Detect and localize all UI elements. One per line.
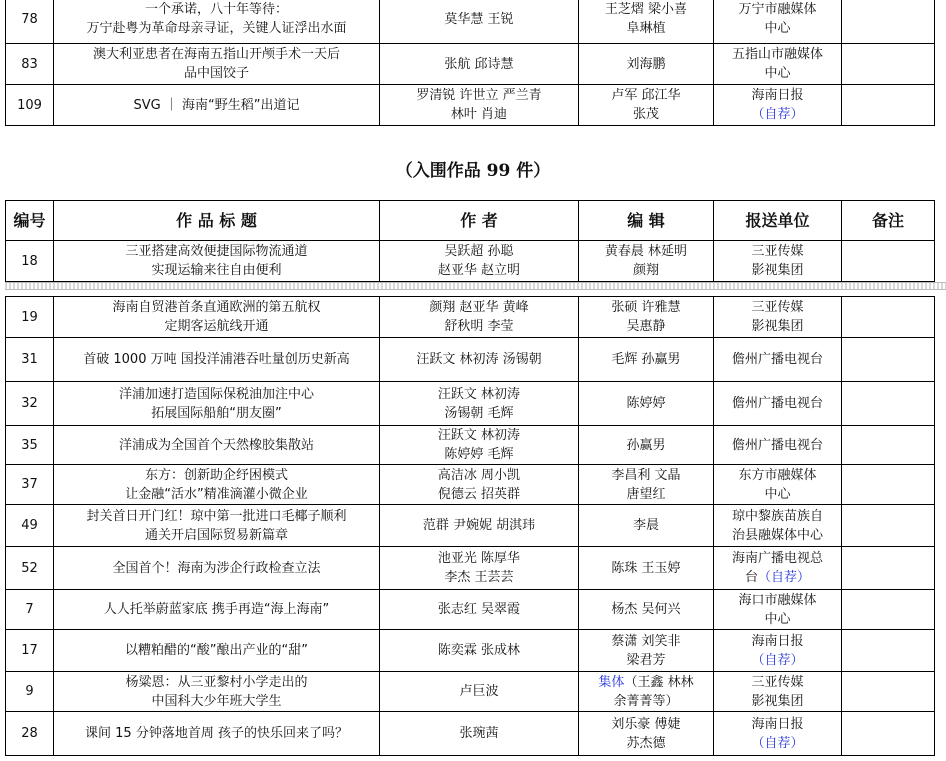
submitting-unit-line: 中心 — [764, 21, 791, 36]
work-editor-line: 黄春晨 林延明 — [604, 244, 688, 259]
work-author-line: 高洁冰 周小凯 — [437, 467, 521, 483]
section-title: （入围作品 99 件） — [395, 161, 551, 181]
work-number-line: 18 — [21, 253, 38, 269]
submitting-unit-line: 儋州广播电视台 — [731, 396, 823, 411]
work-title-line: 中国科大少年班大学生 — [151, 693, 282, 709]
work-title — [54, 505, 380, 547]
work-title — [54, 547, 380, 590]
table-row — [6, 630, 935, 672]
submitting-unit-line: 影视集团 — [751, 319, 804, 334]
table-header-row — [6, 201, 935, 241]
work-editor-line: 杨杰 吴何兴 — [611, 602, 681, 617]
work-author-line: 吴跃超 孙聪 — [444, 244, 514, 259]
submitting-unit — [714, 44, 842, 85]
submitting-unit — [714, 85, 842, 126]
work-author-line: 池亚光 陈厚华 — [437, 551, 521, 566]
work-author — [380, 85, 579, 126]
work-number-line: 35 — [21, 437, 38, 453]
submitting-unit — [714, 547, 842, 590]
work-number-line: 78 — [21, 11, 38, 27]
work-editor-line: 陈珠 王玉婷 — [611, 560, 681, 576]
submitting-unit-line: 琼中黎族苗族自 — [731, 508, 823, 524]
work-author — [380, 712, 579, 756]
work-number-line: 32 — [21, 396, 38, 411]
work-note — [842, 44, 935, 85]
work-editor — [579, 382, 714, 426]
work-editor-line: 蔡潇 刘笑非 — [611, 633, 681, 649]
submitting-unit — [714, 672, 842, 712]
work-number — [6, 426, 54, 465]
table-row — [6, 44, 935, 85]
submitting-unit — [714, 465, 842, 505]
work-note — [842, 465, 935, 505]
work-note — [842, 590, 935, 630]
work-note — [842, 0, 935, 44]
submitting-unit — [714, 297, 842, 338]
work-editor — [579, 426, 714, 465]
header-title: 作 品 标 题 — [54, 201, 380, 241]
work-editor — [579, 547, 714, 590]
submitting-unit-line: 三亚传媒 — [751, 300, 804, 315]
work-title — [54, 297, 380, 338]
work-title — [54, 672, 380, 712]
submitting-unit-line: 中心 — [764, 486, 791, 502]
submitting-unit — [714, 590, 842, 630]
work-number — [6, 505, 54, 547]
header-number: 编号 — [6, 201, 54, 241]
work-number — [6, 590, 54, 630]
work-author-line: 李杰 王芸芸 — [444, 570, 514, 585]
work-number — [6, 44, 54, 85]
work-editor — [579, 338, 714, 382]
submitting-unit-line: 中心 — [764, 66, 791, 81]
work-title-line: 海南自贸港首条直通欧洲的第五航权 — [112, 300, 321, 315]
work-title-line: 拓展国际船舶“朋友圈” — [151, 405, 282, 421]
work-title — [54, 590, 380, 630]
work-title-line: 杨粱恩：从三亚黎村小学走出的 — [125, 674, 308, 690]
submitting-unit-line: 万宁市融媒体 — [738, 2, 817, 17]
table-row — [6, 426, 935, 465]
work-title — [54, 338, 380, 382]
work-number-line: 31 — [21, 352, 38, 367]
work-number — [6, 382, 54, 426]
work-editor-line: 李晨 — [632, 518, 659, 533]
work-number-line: 7 — [25, 602, 34, 617]
work-number-line: 17 — [21, 643, 38, 658]
work-title-line: 课间 15 分钟落地首周 孩子的快乐回来了吗？ — [85, 726, 348, 741]
work-author — [380, 590, 579, 630]
work-editor — [579, 297, 714, 338]
work-note — [842, 241, 935, 282]
work-author — [380, 382, 579, 426]
submitting-unit-line: 三亚传媒 — [751, 244, 804, 259]
work-author-line: 罗清锐 许世立 严兰青 — [416, 88, 542, 103]
work-editor — [579, 712, 714, 756]
work-author-line: 舒秋明 李莹 — [444, 319, 514, 334]
work-note — [842, 630, 935, 672]
work-title-line: 三亚搭建高效便捷国际物流通道 — [125, 244, 308, 259]
submitting-unit-line: 影视集团 — [751, 263, 804, 278]
submitting-unit-line: 儋州广播电视台 — [731, 352, 823, 367]
submitting-unit-line: 海南广播电视总 — [731, 551, 823, 566]
work-title — [54, 85, 380, 126]
work-note — [842, 672, 935, 712]
work-editor — [579, 85, 714, 126]
work-editor-line: 刘海鹏 — [626, 56, 666, 72]
work-editor-line: 王芝熠 梁小喜 — [604, 2, 688, 17]
work-editor — [579, 44, 714, 85]
work-author — [380, 44, 579, 85]
work-author-line: 陈奕霖 张成林 — [437, 643, 521, 658]
work-title-line: 澳大利亚患者在海南五指山开颅手术一天后 — [92, 47, 340, 62]
work-author — [380, 505, 579, 547]
work-author-line: 卢巨波 — [459, 684, 499, 699]
work-title-line: 首破 1000 万吨 国投洋浦港吞吐量创历史新高 — [83, 352, 350, 367]
submitting-unit-line: 影视集团 — [751, 693, 804, 709]
submitting-unit-line: 海南日报 （自荐） — [751, 633, 804, 668]
work-author — [380, 338, 579, 382]
work-author-line: 张琬茜 — [459, 726, 499, 741]
header-unit: 报送单位 — [714, 201, 842, 241]
collective-tag: 集体 — [598, 674, 625, 690]
work-editor-line: 毛辉 孙赢男 — [611, 352, 681, 367]
work-editor — [579, 241, 714, 282]
work-number — [6, 241, 54, 282]
work-number — [6, 547, 54, 590]
header-author: 作 者 — [380, 201, 579, 241]
work-title-line: 东方：创新助企纾困模式 — [144, 467, 288, 483]
work-title — [54, 44, 380, 85]
work-author — [380, 465, 579, 505]
work-title-line: 洋浦加速打造国际保税油加注中心 — [118, 386, 314, 402]
work-number-line: 28 — [21, 726, 38, 741]
submitting-unit-line: 儋州广播电视台 — [731, 437, 823, 453]
work-number-line: 19 — [21, 309, 38, 325]
table-row — [6, 85, 935, 126]
work-note — [842, 382, 935, 426]
work-title-line: 通关开启国际贸易新篇章 — [144, 527, 288, 543]
work-title-line: 以糟粕醋的“酸”酿出产业的“甜” — [125, 643, 308, 658]
work-editor-line: 阜琳植 — [626, 21, 666, 36]
work-number — [6, 465, 54, 505]
table-row — [6, 382, 935, 426]
work-author-line: 张航 邱诗慧 — [444, 56, 514, 72]
work-editor-line: 卢军 邱江华 — [611, 88, 681, 103]
work-author-line: 汪跃文 林初涛 汤锡朝 — [416, 352, 542, 367]
previous-works-table — [5, 0, 935, 126]
table-row — [6, 338, 935, 382]
submitting-unit-line: 中心 — [764, 611, 791, 627]
work-editor-line: 张硕 许雅慧 — [611, 300, 681, 315]
work-editor-line: 集体（王鑫 林林 — [598, 674, 694, 690]
work-author-line: 汪跃文 林初涛 — [437, 428, 521, 443]
submitting-unit-line: 五指山市融媒体 — [731, 47, 823, 62]
work-number-line: 37 — [21, 477, 38, 492]
work-title-line: 人人托举蔚蓝家底 携手再造“海上海南” — [103, 602, 330, 617]
submitting-unit — [714, 426, 842, 465]
work-note — [842, 547, 935, 590]
self-recommended-tag: （自荐） — [751, 735, 804, 751]
work-editor-line: 孙赢男 — [626, 437, 666, 453]
work-title-line: 万宁赴粤为革命母亲寻证，关键人证浮出水面 — [86, 21, 347, 36]
work-author-line: 颜翔 赵亚华 黄峰 — [429, 300, 529, 315]
work-editor — [579, 0, 714, 44]
work-note — [842, 297, 935, 338]
work-editor — [579, 465, 714, 505]
self-recommended-tag: （自荐） — [751, 652, 804, 668]
submitting-unit — [714, 630, 842, 672]
work-title — [54, 382, 380, 426]
submitting-unit-line: 台（自荐） — [744, 570, 811, 585]
work-title-line: 封关首日开门红！琼中第一批进口毛椰子顺利 — [86, 508, 347, 524]
work-number-line: 49 — [21, 518, 38, 533]
work-title — [54, 241, 380, 282]
table-row — [6, 672, 935, 712]
work-note — [842, 712, 935, 756]
work-note — [842, 85, 935, 126]
work-editor — [579, 672, 714, 712]
work-title-line: 品中国饺子 — [183, 66, 249, 81]
submitting-unit — [714, 505, 842, 547]
work-author — [380, 547, 579, 590]
submitting-unit-line: 治县融媒体中心 — [731, 527, 823, 543]
submitting-unit-line: 海口市融媒体 — [738, 592, 817, 608]
work-title-line: 定期客运航线开通 — [164, 319, 269, 334]
work-editor — [579, 630, 714, 672]
work-editor-line: 吴惠静 — [626, 319, 666, 334]
work-author-line: 范群 尹婉妮 胡淇玮 — [422, 518, 536, 533]
work-title-line: 一个承诺，八十年等待： — [144, 2, 288, 17]
work-number-line: 9 — [25, 684, 34, 699]
work-title — [54, 712, 380, 756]
work-note — [842, 505, 935, 547]
submitting-unit — [714, 382, 842, 426]
work-author-line: 汪跃文 林初涛 — [437, 386, 521, 402]
submitting-unit-line: 东方市融媒体 — [738, 467, 817, 483]
work-editor-line: 刘乐豪 傅婕 — [611, 716, 681, 732]
work-title-line: 让金融“活水”精准滴灌小微企业 — [125, 486, 308, 502]
self-recommended-tag: （自荐） — [751, 107, 804, 122]
submitting-unit-line: 三亚传媒 — [751, 674, 804, 690]
work-author — [380, 672, 579, 712]
work-author-line: 林叶 肖迪 — [450, 107, 508, 122]
work-number — [6, 0, 54, 44]
work-number — [6, 85, 54, 126]
work-author — [380, 630, 579, 672]
work-number — [6, 672, 54, 712]
submitting-unit-line: 海南日报 （自荐） — [751, 716, 804, 751]
table-row — [6, 547, 935, 590]
finalist-works-table-continued — [5, 296, 935, 756]
table-row — [6, 590, 935, 630]
work-editor-line: 颜翔 — [632, 263, 659, 278]
work-title-line: 全国首个！海南为涉企行政检查立法 — [112, 560, 321, 576]
work-title-line: 洋浦成为全国首个天然橡胶集散站 — [118, 437, 314, 453]
work-title — [54, 630, 380, 672]
finalist-works-table — [5, 200, 935, 282]
table-row — [6, 505, 935, 547]
work-author — [380, 241, 579, 282]
submitting-unit — [714, 338, 842, 382]
work-title-line: 实现运输来往自由便利 — [151, 263, 282, 278]
header-note: 备注 — [842, 201, 935, 241]
work-author — [380, 297, 579, 338]
submitting-unit-line: 海南日报 （自荐） — [751, 88, 804, 122]
work-author-line: 张志红 吴翠霞 — [437, 602, 521, 617]
work-number-line: 109 — [17, 97, 42, 113]
table-row — [6, 297, 935, 338]
work-editor-line: 梁君芳 — [626, 652, 666, 668]
work-title-line: SVG ｜ 海南“野生稻”出道记 — [133, 97, 300, 113]
work-editor-line: 苏杰德 — [626, 735, 666, 751]
work-title — [54, 465, 380, 505]
submitting-unit — [714, 0, 842, 44]
table-row — [6, 465, 935, 505]
work-author — [380, 426, 579, 465]
work-editor-line: 李昌利 文晶 — [611, 467, 681, 483]
table-row — [6, 712, 935, 756]
work-author-line: 汤锡朝 毛辉 — [444, 405, 514, 421]
submitting-unit — [714, 241, 842, 282]
work-author-line: 赵亚华 赵立明 — [437, 263, 521, 278]
work-number — [6, 712, 54, 756]
work-author-line: 莫华慧 王锐 — [444, 11, 514, 27]
work-number — [6, 297, 54, 338]
table-row — [6, 0, 935, 44]
work-author — [380, 0, 579, 44]
work-editor-line: 唐望红 — [626, 486, 666, 502]
work-author-line: 倪德云 招英群 — [437, 486, 521, 502]
work-editor-line: 张茂 — [632, 107, 659, 122]
work-editor — [579, 505, 714, 547]
work-note — [842, 338, 935, 382]
work-author-line: 陈婷婷 毛辉 — [444, 447, 514, 462]
work-editor-line: 余菁菁等） — [613, 693, 679, 709]
work-title — [54, 426, 380, 465]
submitting-unit — [714, 712, 842, 756]
work-editor — [579, 590, 714, 630]
header-editor: 编 辑 — [579, 201, 714, 241]
work-title — [54, 0, 380, 44]
work-note — [842, 426, 935, 465]
work-editor-line: 陈婷婷 — [626, 396, 666, 411]
work-number — [6, 338, 54, 382]
self-recommended-tag: （自荐） — [758, 570, 811, 585]
table-row — [6, 241, 935, 282]
work-number-line: 52 — [21, 560, 38, 576]
page-break-gap — [5, 282, 946, 290]
work-number — [6, 630, 54, 672]
work-number-line: 83 — [21, 56, 38, 72]
